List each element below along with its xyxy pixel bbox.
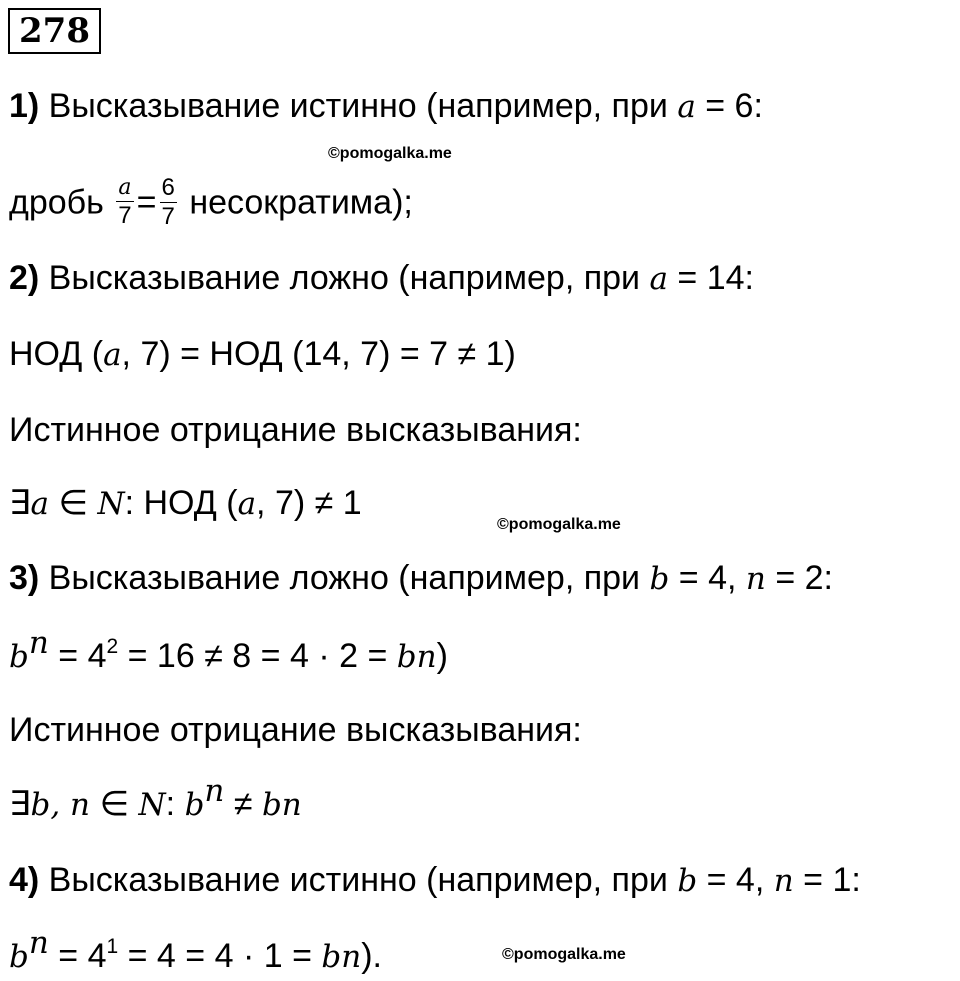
p3-negation-title: Истинное отрицание высказывания: bbox=[9, 711, 582, 749]
p3-statement-line bbox=[9, 558, 833, 599]
var-b: b bbox=[649, 561, 670, 597]
fraction-numerator: a bbox=[116, 177, 133, 202]
var-b: b bbox=[677, 863, 698, 899]
exponent-n: n bbox=[28, 625, 49, 661]
var-bn: bn bbox=[396, 639, 437, 675]
p2-a-value: = 14: bbox=[667, 259, 754, 297]
var-b: b bbox=[184, 787, 205, 823]
var-a: a bbox=[103, 337, 122, 373]
p3-calc-base: = 4 bbox=[48, 637, 107, 675]
p2-label: 2) bbox=[9, 259, 40, 297]
p2-negation-title: Истинное отрицание высказывания: bbox=[9, 411, 582, 449]
colon: : bbox=[165, 785, 185, 823]
var-bn: bn bbox=[321, 939, 362, 975]
var-naturals: N bbox=[97, 486, 125, 522]
var-bn: bn bbox=[261, 787, 302, 823]
watermark: ©pomogalka.me bbox=[497, 516, 621, 533]
var-n: n bbox=[773, 863, 794, 899]
p3-negation-formula bbox=[9, 773, 302, 825]
p2-gcd-open: НОД ( bbox=[9, 335, 104, 373]
p3-calc-rest: = 16 ≠ 8 = 4 · 2 = bbox=[118, 637, 397, 675]
p2-negation-formula bbox=[9, 483, 362, 524]
var-a: a bbox=[237, 486, 257, 522]
fraction-denominator: 7 bbox=[118, 202, 132, 229]
var-a: a bbox=[649, 261, 668, 297]
p2-intro-text: Высказывание ложно (например, при bbox=[39, 259, 650, 297]
p1-fraction-lead: дробь bbox=[9, 183, 114, 222]
p1-conclusion-text: несократима); bbox=[179, 183, 413, 222]
p3-intro-text: Высказывание ложно (например, при bbox=[39, 559, 650, 597]
var-b: b bbox=[9, 639, 29, 675]
p4-calc-base: = 4 bbox=[48, 937, 107, 975]
var-b: b bbox=[9, 939, 29, 975]
var-a: a bbox=[677, 89, 696, 125]
element-of-symbol: ∈ bbox=[90, 785, 139, 823]
fraction-6-over-7 bbox=[160, 176, 177, 229]
p4-calc-line bbox=[9, 925, 382, 977]
exponent-n: n bbox=[204, 773, 225, 809]
exists-symbol: ∃ bbox=[9, 785, 31, 823]
p2-negation-tail: , 7) ≠ 1 bbox=[256, 484, 362, 522]
p1-statement-line bbox=[9, 86, 763, 127]
p1-fraction-line bbox=[9, 174, 413, 231]
fraction-a-over-7 bbox=[116, 177, 133, 228]
p2-gcd-rest: , 7) = НОД (14, 7) = 7 ≠ 1) bbox=[121, 335, 516, 373]
p2-gcd-line bbox=[9, 334, 516, 375]
p3-calc-line bbox=[9, 625, 448, 677]
element-of-symbol: ∈ bbox=[48, 484, 98, 522]
not-equal-sign: ≠ bbox=[224, 785, 262, 823]
fraction-denominator: 7 bbox=[161, 203, 175, 230]
p4-statement-line bbox=[9, 860, 861, 901]
exponent-n: n bbox=[28, 925, 49, 961]
equals-sign: = bbox=[136, 183, 157, 222]
p1-label: 1) bbox=[9, 87, 40, 125]
exponent-value: 2 bbox=[106, 635, 119, 658]
exponent-value: 1 bbox=[106, 935, 119, 958]
p4-close: ). bbox=[361, 937, 382, 975]
p3-n-value: = 2: bbox=[765, 559, 833, 597]
p3-close: ) bbox=[436, 637, 448, 675]
task-number: 278 bbox=[8, 8, 101, 54]
var-n: n bbox=[745, 561, 766, 597]
var-a: a bbox=[30, 486, 49, 522]
p1-a-value: = 6: bbox=[695, 87, 763, 125]
p1-intro-text: Высказывание истинно (например, при bbox=[39, 87, 678, 125]
watermark: ©pomogalka.me bbox=[502, 946, 626, 963]
watermark: ©pomogalka.me bbox=[328, 145, 452, 162]
var-naturals: N bbox=[138, 787, 166, 823]
p4-intro-text: Высказывание истинно (например, при bbox=[39, 861, 678, 899]
p2-statement-line bbox=[9, 258, 754, 299]
p4-calc-rest: = 4 = 4 · 1 = bbox=[118, 937, 322, 975]
fraction-numerator: 6 bbox=[161, 174, 175, 201]
var-b-n: b, n bbox=[30, 787, 91, 823]
p3-b-value: = 4, bbox=[669, 559, 746, 597]
p4-n-value: = 1: bbox=[793, 861, 861, 899]
p3-label: 3) bbox=[9, 559, 40, 597]
exists-symbol: ∃ bbox=[9, 484, 31, 522]
p4-b-value: = 4, bbox=[697, 861, 774, 899]
p4-label: 4) bbox=[9, 861, 40, 899]
p2-negation-mid: : НОД ( bbox=[124, 484, 238, 522]
